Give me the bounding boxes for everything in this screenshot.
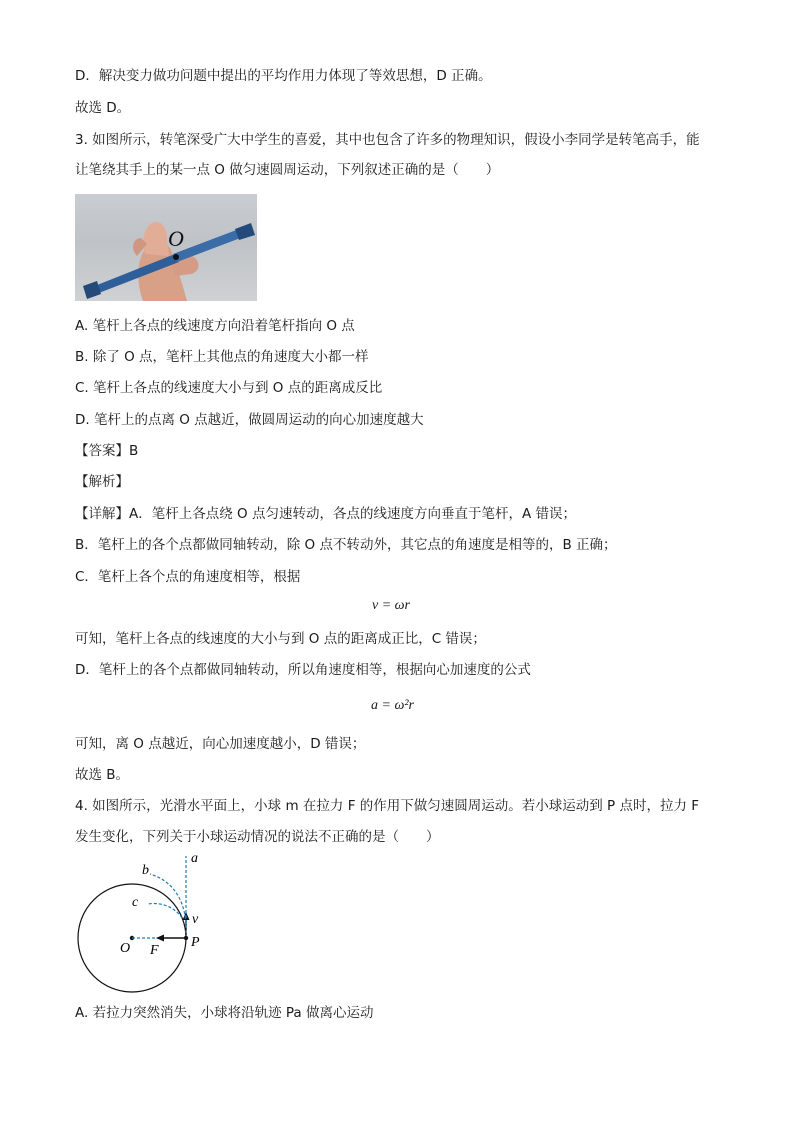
question-4-option-a: A. 若拉力突然消失，小球将沿轨迹 Pa 做离心运动	[75, 1005, 374, 1021]
pen-end-left	[83, 281, 101, 299]
option-b: B. 除了 O 点，笔杆上其他点的角速度大小都一样	[75, 349, 369, 365]
force-arrowhead	[156, 935, 164, 942]
text-line-d-conclusion: D．解决变力做功问题中提出的平均作用力体现了等效思想，D 正确。	[75, 68, 492, 84]
pen-spinning-illustration	[75, 194, 257, 301]
answer-select-b: 故选 B。	[75, 767, 130, 783]
point-p	[184, 936, 188, 940]
circular-motion-diagram	[70, 846, 220, 996]
question-4-stem-line-2: 发生变化，下列关于小球运动情况的说法不正确的是（ ）	[75, 829, 440, 845]
formula-linear-velocity: v = ωr	[372, 598, 410, 613]
analysis-line-a: 【详解】A．笔杆上各点绕 O 点匀速转动，各点的线速度方向垂直于笔杆，A 错误；	[75, 506, 576, 522]
trajectory-c	[148, 904, 182, 918]
circular-motion-figure	[70, 846, 220, 996]
analysis-line-c: C．笔杆上各个点的角速度相等，根据	[75, 569, 301, 585]
pivot-point-label: O	[168, 226, 184, 251]
label-f: F	[150, 943, 159, 958]
label-b: b	[142, 863, 149, 878]
option-a: A. 笔杆上各点的线速度方向沿着笔杆指向 O 点	[75, 318, 355, 334]
analysis-heading: 【解析】	[75, 474, 129, 490]
finger-shape	[143, 222, 169, 256]
option-d: D. 笔杆上的点离 O 点越近，做圆周运动的向心加速度越大	[75, 412, 424, 428]
answer-heading: 【答案】B	[75, 443, 139, 459]
label-c: c	[132, 895, 139, 910]
label-v: v	[192, 912, 199, 927]
pivot-point-dot	[173, 254, 179, 260]
question-3-stem-line-2: 让笔绕其手上的某一点 O 做匀速圆周运动，下列叙述正确的是（ ）	[75, 162, 500, 178]
label-p: P	[191, 935, 200, 950]
analysis-line-c-conclusion: 可知，笔杆上各点的线速度的大小与到 O 点的距离成正比，C 错误；	[75, 631, 486, 647]
analysis-line-d: D．笔杆上的各个点都做同轴转动，所以角速度相等，根据向心加速度的公式	[75, 662, 531, 678]
formula-centripetal-acceleration: a = ω²r	[371, 698, 414, 713]
text-line-answer-select-d: 故选 D。	[75, 100, 131, 116]
option-c: C. 笔杆上各点的线速度大小与到 O 点的距离成反比	[75, 380, 383, 396]
label-a: a	[191, 851, 198, 866]
pen-spinning-photo	[75, 194, 257, 301]
question-3-stem-line-1: 3. 如图所示，转笔深受广大中学生的喜爱，其中也包含了许多的物理知识，假设小李同学是转笔高手，能	[75, 132, 700, 148]
analysis-line-b: B．笔杆上的各个点都做同轴转动，除 O 点不转动外，其它点的角速度是相等的，B 正确；	[75, 537, 617, 553]
question-4-stem-line-1: 4. 如图所示，光滑水平面上，小球 m 在拉力 F 的作用下做匀速圆周运动。若小球运动到 P 点时，拉力 F	[75, 798, 700, 814]
analysis-line-d-conclusion: 可知，离 O 点越近，向心加速度越小，D 错误；	[75, 736, 366, 752]
label-o: O	[120, 941, 131, 956]
